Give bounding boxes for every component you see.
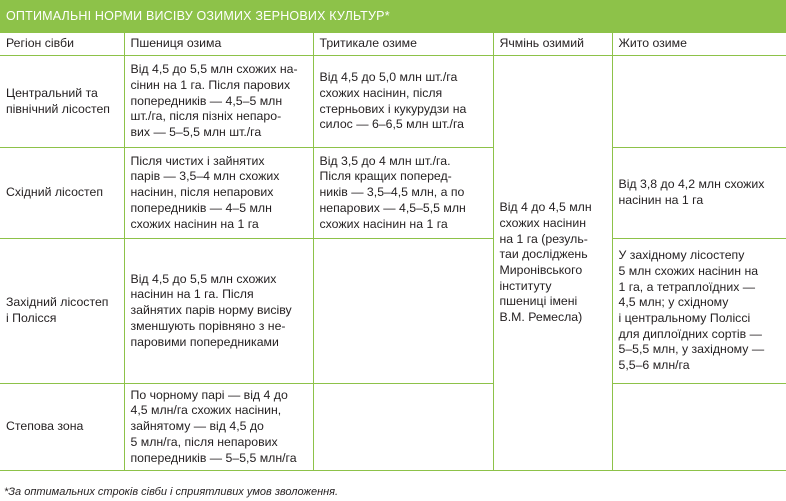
region-cell: Східний лісостеп: [0, 148, 124, 239]
column-header-region: Регіон сівби: [0, 33, 124, 56]
seeding-norms-table: [0, 33, 786, 471]
barley-cell: Від 4 до 4,5 млн схожих насінин на 1 га (резуль- таи досліджень Миронівського інституту пшениці імені В.М. Ремесла): [493, 56, 612, 471]
rye-cell: Від 3,8 до 4,2 млн схожих насінин на 1 га: [612, 148, 786, 239]
column-header-triticale: Тритикале озиме: [313, 33, 493, 56]
table-row: [0, 56, 786, 148]
triticale-cell: [313, 384, 493, 471]
triticale-cell: Від 4,5 до 5,0 млн шт./га схожих насінин, після стерньових і кукурудзи на силос — 6–6,5 млн шт./га: [313, 56, 493, 148]
region-cell: Центральний та північний лісостеп: [0, 56, 124, 148]
region-cell: Степова зона: [0, 384, 124, 471]
column-header-rye: Жито озиме: [612, 33, 786, 56]
wheat-cell: Після чистих і зайнятих парів — 3,5–4 млн схожих насінин, після непарових попередників — 4–5 млн схожих насінин на 1 га: [124, 148, 313, 239]
wheat-cell: Від 4,5 до 5,5 млн схожих на- сінин на 1 га. Після парових попередників — 4,5–5 млн шт./га, після пізніх непаро- вих — 5–5,5 млн шт./га: [124, 56, 313, 148]
triticale-cell: [313, 239, 493, 384]
rye-cell: У західному лісостепу 5 млн схожих насінин на 1 га, а тетраплоїдних — 4,5 млн; у східному і центральному Поліссі для диплоїдних сортів — 5–5,5 млн, у західному — 5,5–6 млн/га: [612, 239, 786, 384]
table-row: [0, 384, 786, 471]
region-cell: Західний лісостеп і Полісся: [0, 239, 124, 384]
rye-cell: [612, 384, 786, 471]
wheat-cell: По чорному парі — від 4 до 4,5 млн/га схожих насінин, зайнятому — від 4,5 до 5 млн/га, після непарових попередників — 5–5,5 млн/га: [124, 384, 313, 471]
table-title: ОПТИМАЛЬНІ НОРМИ ВИСІВУ ОЗИМИХ ЗЕРНОВИХ КУЛЬТУР*: [0, 0, 786, 33]
column-header-wheat: Пшениця озима: [124, 33, 313, 56]
triticale-cell: Від 3,5 до 4 млн шт./га. Після кращих поперед- ників — 3,5–4,5 млн, а по непарових — 4,5–5,5 млн схожих насінин на 1 га: [313, 148, 493, 239]
column-header-barley: Ячмінь озимий: [493, 33, 612, 56]
table-header-row: [0, 33, 786, 56]
table-row: [0, 148, 786, 239]
footnote: *За оптимальних строків сівби і сприятливих умов зволоження.: [4, 486, 339, 498]
wheat-cell: Від 4,5 до 5,5 млн схожих насінин на 1 га. Після зайнятих парів норму висіву зменшують порівняно з не- паровими попередниками: [124, 239, 313, 384]
rye-cell: [612, 56, 786, 148]
table-row: [0, 239, 786, 384]
